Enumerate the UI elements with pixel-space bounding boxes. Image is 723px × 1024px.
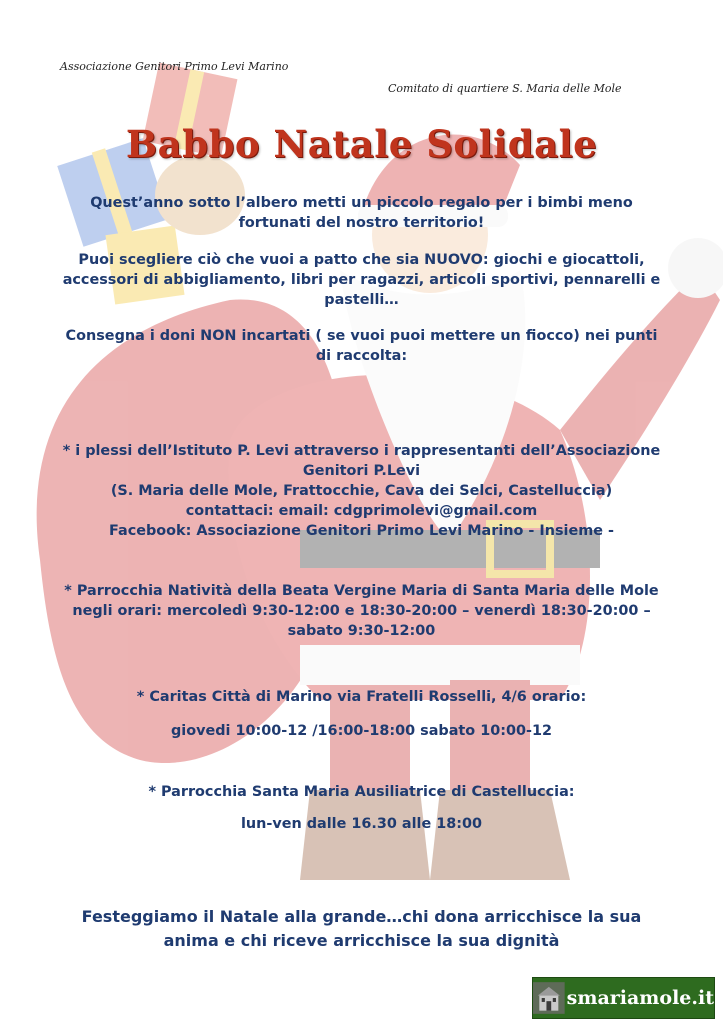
facebook-page[interactable]: Facebook: Associazione Genitori Primo Levi Marino - Insieme - — [109, 523, 614, 539]
collection-point-2 — [40, 581, 683, 641]
choice-line-1: Puoi scegliere ciò che vuoi a patto che sia NUOVO: giochi e giocattoli, — [78, 252, 645, 268]
contact-email[interactable]: contattaci: email: cdgprimolevi@gmail.com — [185, 503, 538, 519]
collection-point-3-hours — [40, 721, 683, 741]
choice-line-3: pastelli… — [324, 292, 399, 308]
choice-line-2: accessori di abbigliamento, libri per ragazzi, articoli sportivi, pennarelli e — [62, 272, 661, 288]
choice-paragraph — [40, 250, 683, 310]
closing-line-2: anima e chi riceve arricchisce la sua dignità — [163, 931, 560, 950]
intro-line-2: fortunati del nostro territorio! — [238, 215, 485, 231]
point4-line-1: * Parrocchia Santa Maria Ausiliatrice di Castelluccia: — [148, 784, 575, 800]
point2-line-1: * Parrocchia Natività della Beata Vergine Maria di Santa Maria delle Mole — [64, 583, 659, 599]
collection-point-1 — [40, 441, 683, 541]
site-badge-text: smariamole.it — [566, 987, 714, 1009]
point3-line-2: giovedi 10:00-12 /16:00-18:00 sabato 10:00-12 — [170, 723, 553, 739]
point3-line-1: * Caritas Città di Marino via Fratelli Rosselli, 4/6 orario: — [136, 689, 587, 705]
collection-point-3 — [40, 687, 683, 707]
page-title: Babbo Natale Solidale — [125, 122, 598, 166]
point1-line-1: * i plessi dell’Istituto P. Levi attraverso i rappresentanti dell’Associazione — [62, 443, 661, 459]
delivery-paragraph — [40, 326, 683, 366]
delivery-line-1: Consegna i doni NON incartati ( se vuoi puoi mettere un fiocco) nei punti — [65, 328, 658, 344]
point2-line-2: negli orari: mercoledì 9:30-12:00 e 18:30-20:00 – venerdì 18:30-20:00 – — [72, 603, 651, 619]
delivery-line-2: di raccolta: — [315, 348, 408, 364]
collection-point-4 — [40, 782, 683, 802]
closing-line-1: Festeggiamo il Natale alla grande…chi dona arricchisce la sua — [81, 907, 642, 926]
org-name-right: Comitato di quartiere S. Maria delle Mole — [388, 82, 622, 95]
intro-line-1: Quest’anno sotto l’albero metti un piccolo regalo per i bimbi meno — [90, 195, 633, 211]
point1-line-3: (S. Maria delle Mole, Frattocchie, Cava dei Selci, Castelluccia) — [110, 483, 613, 499]
closing-message — [40, 905, 683, 953]
point4-line-2: lun-ven dalle 16.30 alle 18:00 — [240, 816, 483, 832]
point2-line-3: sabato 9:30-12:00 — [287, 623, 436, 639]
intro-paragraph — [40, 193, 683, 233]
point1-line-2: Genitori P.Levi — [302, 463, 421, 479]
org-name-left: Associazione Genitori Primo Levi Marino — [60, 60, 289, 73]
church-logo-icon — [533, 978, 565, 1018]
site-badge-link[interactable] — [532, 977, 715, 1019]
collection-point-4-hours — [40, 814, 683, 834]
